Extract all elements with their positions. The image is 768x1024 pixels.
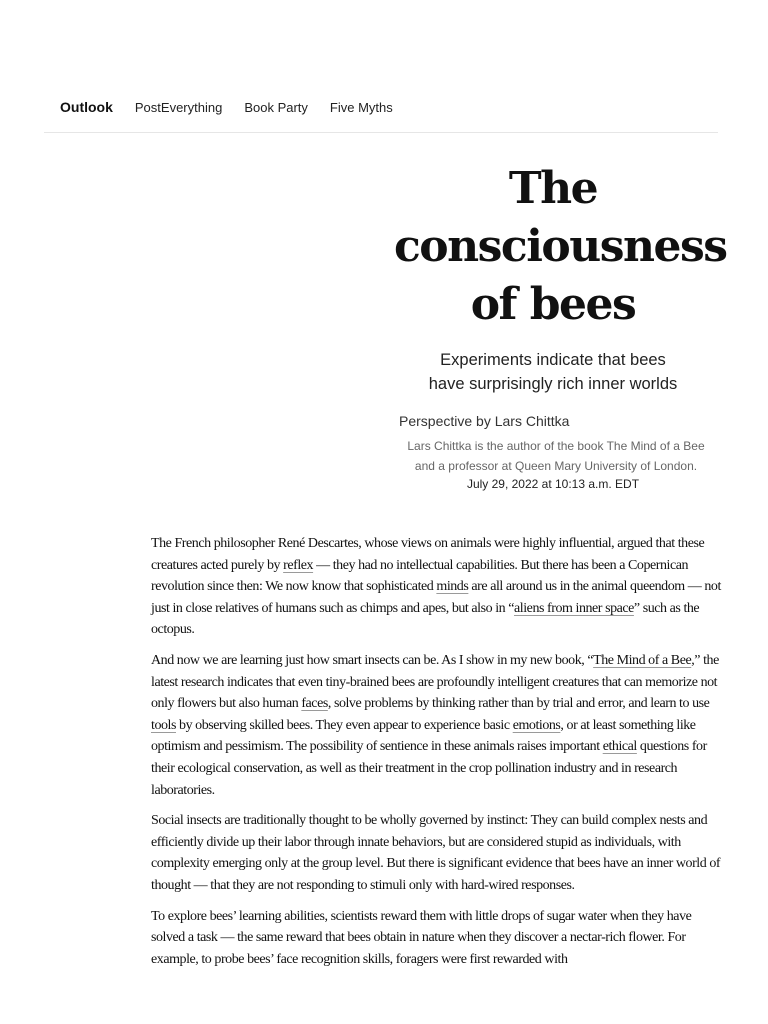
body-text: — they had no intellectual capabilities. But there has been a Copernican revolution since then: We now know that sophisticated	[151, 557, 689, 595]
author-bio	[398, 437, 714, 476]
section-nav	[60, 96, 415, 118]
headline	[394, 160, 727, 334]
body-text: , or at least something like optimism and pessimism. The possibility of sentience in these animals raises important	[151, 717, 696, 755]
inline-link-faces[interactable]: faces	[301, 696, 328, 712]
nav-item-book-party[interactable]: Book Party	[244, 99, 308, 115]
body-text: And now we are learning just how smart insects can be. As I show in my new book, “	[151, 652, 594, 668]
body-paragraph	[151, 533, 723, 641]
inline-link-emotions[interactable]: emotions	[512, 717, 561, 733]
inline-link-aliens-from-inner-space[interactable]: aliens from inner space	[514, 600, 634, 616]
body-text: , solve problems by thinking rather than by trial and error, and learn to use	[327, 696, 710, 712]
byline	[399, 413, 569, 429]
author-link[interactable]: Lars Chittka	[494, 413, 570, 429]
subheadline	[394, 348, 712, 396]
headline-line: The	[508, 163, 598, 214]
body-text: The French philosopher René Descartes, whose views on animals were highly influential, argued that these creatures acted purely by	[151, 536, 705, 573]
subheadline-line: have surprisingly rich inner worlds	[428, 375, 678, 393]
body-paragraph	[151, 650, 723, 801]
nav-item-posteverything[interactable]: PostEverything	[134, 99, 223, 115]
body-text: are all around us in the animal queendom — not just in close relatives of humans such as chimps and apes, but also in “	[151, 579, 721, 616]
subheadline-line: Experiments indicate that bees	[440, 351, 666, 369]
body-text: by observing skilled bees. They even appear to experience basic	[175, 717, 513, 733]
inline-link-tools[interactable]: tools	[151, 717, 176, 733]
headline-block	[394, 160, 727, 396]
body-paragraph: Social insects are traditionally thought to be wholly governed by instinct: They can build complex nests and efficiently divide up their labor through innate behaviors, but are considered stupid as individuals, with complexity emerging only at the group level. But there is significant evidence that bees have an inner world of thought — that they are not responding to stimuli only with hard-wired responses.	[151, 813, 721, 893]
nav-item-five-myths[interactable]: Five Myths	[329, 99, 393, 115]
author-bio-line: and a professor at Queen Mary University of London.	[414, 458, 698, 473]
inline-link-minds[interactable]: minds	[436, 579, 469, 595]
inline-link-the-mind-of-a-bee[interactable]: The Mind of a Bee	[593, 652, 692, 668]
body-paragraph: To explore bees’ learning abilities, scientists reward them with little drops of sugar water when they have solved a task — the same reward that bees obtain in nature when they discover a nectar-rich flower. For example, to probe bees’ face recognition skills, foragers were first rewarded with	[151, 908, 692, 967]
byline-prefix: Perspective by	[399, 413, 495, 429]
inline-link-reflex[interactable]: reflex	[283, 557, 314, 573]
nav-divider	[44, 132, 718, 133]
publish-timestamp: July 29, 2022 at 10:13 a.m. EDT	[466, 477, 640, 491]
body-text: questions for their ecological conservation, as well as their treatment in the crop pollination industry and in research laboratories.	[151, 739, 707, 798]
nav-item-outlook[interactable]: Outlook	[60, 99, 113, 115]
article-body	[151, 533, 723, 979]
headline-line: of bees	[470, 279, 636, 330]
author-bio-line: Lars Chittka is the author of the book The Mind of a Bee	[407, 439, 705, 453]
body-text: ,” the latest research indicates that even tiny-brained bees are profoundly intelligent creatures that can memorize not only flowers but also human	[151, 652, 719, 712]
inline-link-ethical[interactable]: ethical	[602, 739, 637, 755]
body-text: ” such as the octopus.	[151, 600, 700, 638]
headline-line: consciousness	[394, 221, 727, 272]
